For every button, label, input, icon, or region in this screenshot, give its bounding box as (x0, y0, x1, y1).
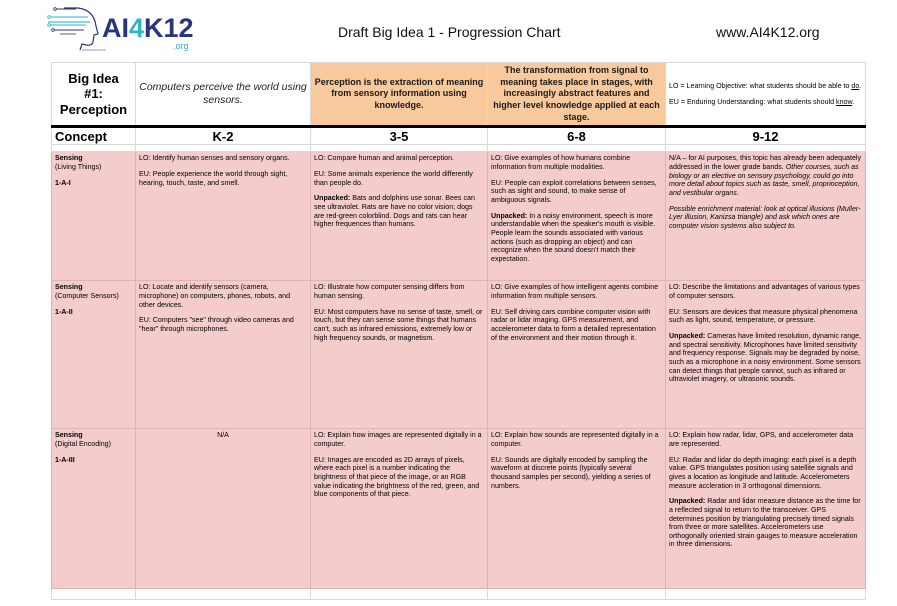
table-row-1-A-I (52, 152, 866, 281)
grade-band-header-row (52, 127, 866, 145)
head-circuit-icon (46, 4, 106, 52)
big-idea-label: Big Idea #1: Perception (52, 63, 136, 127)
progression-chart-table (51, 62, 866, 600)
column-header-k2: K-2 (136, 127, 311, 145)
empty-row (52, 589, 866, 600)
cell-3-5: LO: Explain how images are represented digitally in a computer. EU: Images are encoded as 2D arrays of pixels, where each pixel is a number indicating the brightness of that piece of the image, or an RGB value indicating the brightness of the red, green, and blue components of that piece. (311, 429, 488, 589)
big-idea-tagline: Computers perceive the world using sensors. (136, 63, 311, 127)
table-row-1-A-II (52, 281, 866, 429)
cell-3-5: LO: Compare human and animal perception. EU: Some animals experience the world differently than people do. Unpacked: Bats and dolphins use sonar. Bees can see ultraviolet. Rats are have no color vision; dogs are red-green colorblind. Dogs and rats can hear higher frequences than humans. (311, 152, 488, 281)
site-url: www.AI4K12.org (716, 24, 820, 40)
cell-6-8: LO: Explain how sounds are represented digitally in a computer. EU: Sounds are digitally encoded by sampling the waveform at discrete points (typically several thousand samples per second), yielding a series of numbers. (488, 429, 666, 589)
cell-3-5: LO: Illustrate how computer sensing differs from human sensing. EU: Most computers have no sense of taste, smell, or touch, but they can sense some things that humans can't, such as infrared emissions, extremely low or high frequency sounds, or magnetism. (311, 281, 488, 429)
table-row-1-A-III (52, 429, 866, 589)
concept-cell: Sensing (Digital Encoding) 1-A-III (52, 429, 136, 589)
page-title: Draft Big Idea 1 - Progression Chart (338, 24, 561, 40)
logo-wordmark: AI4K12 (102, 13, 194, 43)
concept-cell: Sensing (Computer Sensors) 1-A-II (52, 281, 136, 429)
spacer-row (52, 145, 866, 152)
cell-9-12: LO: Describe the limitations and advantages of various types of computer sensors. EU: Sensors are devices that measure physical phenomena such as light, sound, temperature, or pressure. Unpacked: Cameras have limited resolution, dynamic range, and spectral sensitivity. Microphones have limited sensitivity and frequency response. Signals may be degraded by noise, such as a microphone in a noisy environment. Some sensors can detect things that people cannot, such as infrared or ultraviolet imagery, or ultrasonic sounds. (666, 281, 866, 429)
cell-k2: LO: Identify human senses and sensory organs. EU: People experience the world through sight, hearing, touch, taste, and smell. (136, 152, 311, 281)
cell-6-8: LO: Give examples of how intelligent agents combine information from multiple sensors. EU: Self driving cars combine computer vision with radar or lidar imaging. GPS measurement, and accelerometer data to form a detailed representation of the environment and their motion through it. (488, 281, 666, 429)
cell-6-8: LO: Give examples of how humans combine information from multiple modalities. EU: People can exploit correlations between senses, such as sight and sound, to make sense of ambiguous signals. Unpacked: In a noisy environment, speech is more understandable when the speaker's mouth is visible. People learn the sounds associated with various actions (such as dropping an object) and can recognize when the sound doesn't match their expectation. (488, 152, 666, 281)
column-header-concept: Concept (52, 127, 136, 145)
column-header-6-8: 6-8 (488, 127, 666, 145)
key-idea-extraction: Perception is the extraction of meaning from sensory information using knowledge. (311, 63, 488, 127)
big-idea-header-row (52, 63, 866, 127)
cell-9-12: LO: Explain how radar, lidar, GPS, and accelerometer data are represented. EU: Radar and lidar do depth imaging: each pixel is a depth value. GPS triangulates position using satellite signals and gives a location as longitude and latitude. Accelerometers measure accleration in 3 orthogonal dimensions. Unpacked: Radar and lidar measure distance as the time for a reflected signal to return to the transceiver. GPS determines position by triangulating precisely timed signals from three or more satellites. Accelerometers use orthogonally oriented strain gauges to measure acceleration in three dimensions. (666, 429, 866, 589)
cell-k2: N/A (136, 429, 311, 589)
logo-org-suffix: .org (173, 41, 189, 51)
lo-eu-legend: LO = Learning Objective: what students should be able to do. EU = Enduring Understanding: what students should know. (666, 63, 866, 127)
ai4k12-logo (46, 4, 196, 52)
column-header-9-12: 9-12 (666, 127, 866, 145)
cell-9-12: N/A – for AI purposes, this topic has already been adequately addressed in the lower grade bands. Other courses, such as biology or an elective on sensory psychology, could go into more detail about topics such as taste, smell, proprioception, and vestibular organs. Possible enrichment material: look at optical illusions (Muller-Lyer illusion, Kanizsa triangle) and ask which ones are computer vision systems also subject to. (666, 152, 866, 281)
cell-k2: LO: Locate and identify sensors (camera, microphone) on computers, phones, robots, and other devices. EU: Computers "see" through video cameras and "hear" through microphones. (136, 281, 311, 429)
key-idea-stages: The transformation from signal to meaning takes place in stages, with increasingly abstract features and higher level knowledge applied at each stage. (488, 63, 666, 127)
concept-cell: Sensing (Living Things) 1-A-I (52, 152, 136, 281)
column-header-3-5: 3-5 (311, 127, 488, 145)
